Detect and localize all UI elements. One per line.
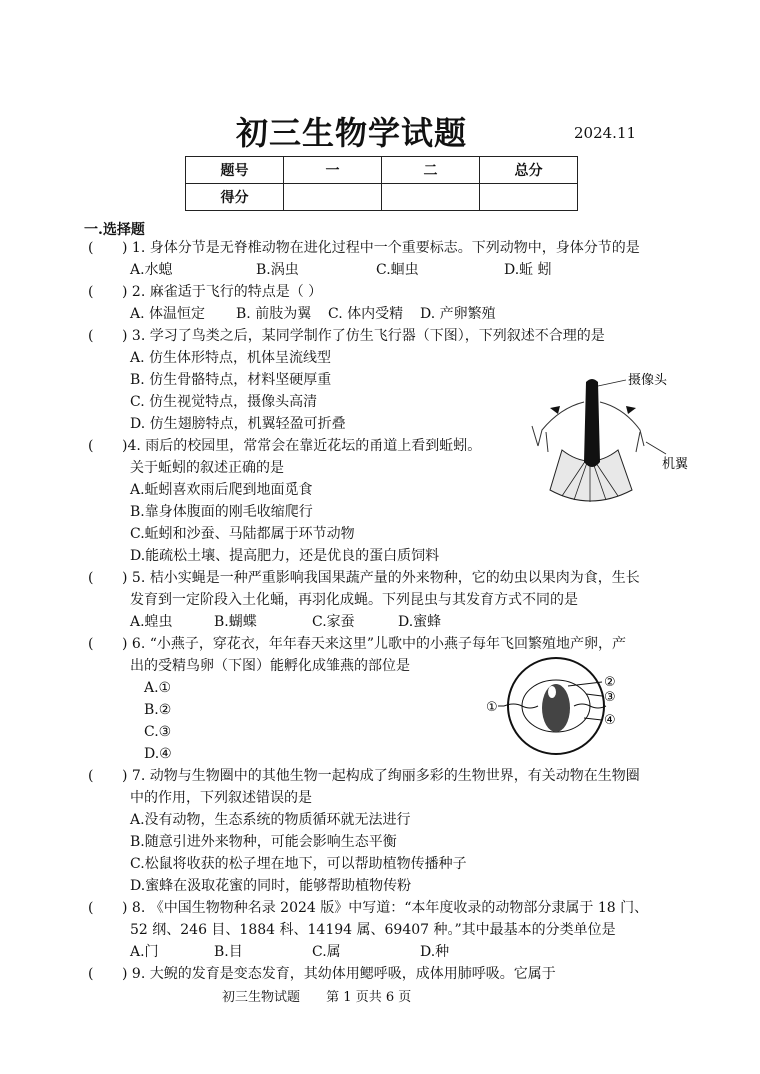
question-4-stem-cont: 关于蚯蚓的叙述正确的是 [130, 460, 284, 476]
question-4-stem: ( )4. 雨后的校园里，常常会在靠近花坛的甬道上看到蚯蚓。 [88, 438, 482, 454]
score-input-cell[interactable] [284, 184, 382, 211]
q8-option-a[interactable]: A.门 [130, 944, 159, 960]
footer-page: 第 1 页共 6 页 [326, 990, 412, 1005]
q1-option-b[interactable]: B.涡虫 [256, 262, 299, 278]
footer-subject: 初三生物试题 [222, 990, 301, 1005]
table-cell: 总分 [480, 157, 578, 184]
question-8-stem-cont: 52 纲、246 目、1884 科、14194 属、69407 种。”其中最基本的分类单位是 [130, 922, 616, 938]
score-table [185, 156, 578, 211]
table-row [186, 157, 578, 184]
q6-option-c[interactable]: C.③ [144, 724, 172, 740]
bird-egg-figure [484, 656, 654, 766]
q5-option-d[interactable]: D.蜜蜂 [398, 614, 442, 630]
q5-option-b[interactable]: B.蝴蝶 [214, 614, 257, 630]
q1-option-a[interactable]: A.水螅 [130, 262, 173, 278]
q7-option-b[interactable]: B.随意引进外来物种，可能会影响生态平衡 [130, 834, 397, 850]
q3-option-c[interactable]: C. 仿生视觉特点，摄像头高清 [130, 394, 318, 410]
question-6-stem: ( ) 6. “小燕子，穿花衣，年年春天来这里”儿歌中的小燕子每年飞回繁殖地产卵，产 [88, 636, 627, 652]
q3-option-a[interactable]: A. 仿生体形特点，机体呈流线型 [130, 350, 332, 366]
q3-option-b[interactable]: B. 仿生骨骼特点，材料坚硬厚重 [130, 372, 332, 388]
q6-option-b[interactable]: B.② [144, 702, 172, 718]
q2-option-a[interactable]: A. 体温恒定 [130, 306, 206, 322]
table-row [186, 184, 578, 211]
bionic-aircraft-figure [500, 372, 700, 507]
exam-date: 2024.11 [574, 124, 637, 142]
q3-option-d[interactable]: D. 仿生翅膀特点，机翼轻盈可折叠 [130, 416, 346, 432]
table-cell: 一 [284, 157, 382, 184]
q2-option-c[interactable]: C. 体内受精 [328, 306, 404, 322]
question-6-stem-cont: 出的受精鸟卵（下图）能孵化成雏燕的部位是 [130, 658, 410, 674]
q6-option-d[interactable]: D.④ [144, 746, 172, 762]
question-5-stem: ( ) 5. 桔小实蝇是一种严重影响我国果蔬产量的外来物种，它的幼虫以果肉为食，生长 [88, 570, 640, 586]
q5-option-c[interactable]: C.家蚕 [312, 614, 355, 630]
section-heading: 一.选择题 [84, 222, 145, 238]
q7-option-d[interactable]: D.蜜蜂在汲取花蜜的同时，能够帮助植物传粉 [130, 878, 412, 894]
figure-label-4: ④ [604, 713, 616, 728]
question-1-stem: ( ) 1. 身体分节是无脊椎动物在进化过程中一个重要标志。下列动物中，身体分节的是 [88, 240, 640, 256]
question-7-stem-cont: 中的作用，下列叙述错误的是 [130, 790, 312, 806]
q4-option-a[interactable]: A.蚯蚓喜欢雨后爬到地面觅食 [130, 482, 313, 498]
page-footer [222, 986, 433, 1005]
q2-option-b[interactable]: B. 前肢为翼 [236, 306, 312, 322]
q4-option-b[interactable]: B.靠身体腹面的刚毛收缩爬行 [130, 504, 313, 520]
q4-option-d[interactable]: D.能疏松土壤、提高肥力，还是优良的蛋白质饲料 [130, 548, 440, 564]
question-9-stem: ( ) 9. 大鲵的发育是变态发育，其幼体用鳃呼吸，成体用肺呼吸。它属于 [88, 966, 556, 982]
figure-label-camera: 摄像头 [628, 373, 668, 388]
question-7-stem: ( ) 7. 动物与生物圈中的其他生物一起构成了绚丽多彩的生物世界，有关动物在生物圈 [88, 768, 640, 784]
q4-option-c[interactable]: C.蚯蚓和沙蚕、马陆都属于环节动物 [130, 526, 355, 542]
question-3-stem: ( ) 3. 学习了鸟类之后，某同学制作了仿生飞行器（下图），下列叙述不合理的是 [88, 328, 605, 344]
score-input-cell[interactable] [480, 184, 578, 211]
question-5-stem-cont: 发育到一定阶段入土化蛹，再羽化成蝇。下列昆虫与其发育方式不同的是 [130, 592, 578, 608]
question-2-stem: ( ) 2. 麻雀适于飞行的特点是（ ） [88, 284, 323, 300]
q7-option-c[interactable]: C.松鼠将收获的松子埋在地下，可以帮助植物传播种子 [130, 856, 467, 872]
q8-option-c[interactable]: C.属 [312, 944, 341, 960]
q1-option-c[interactable]: C.蛔虫 [376, 262, 419, 278]
q7-option-a[interactable]: A.没有动物，生态系统的物质循环就无法进行 [130, 812, 411, 828]
page-title: 初三生物学试题 [236, 114, 468, 152]
q8-option-d[interactable]: D.种 [420, 944, 450, 960]
q1-option-d[interactable]: D.蚯 蚓 [504, 262, 552, 278]
question-8-stem: ( ) 8. 《中国生物物种名录 2024 版》中写道：“本年度收录的动物部分隶属于 18 门、 [88, 900, 649, 916]
q2-option-d[interactable]: D. 产卵繁殖 [420, 306, 496, 322]
figure-label-3: ③ [604, 690, 616, 705]
table-cell: 得分 [186, 184, 284, 211]
q5-option-a[interactable]: A.蝗虫 [130, 614, 173, 630]
figure-label-2: ② [604, 675, 616, 690]
q8-option-b[interactable]: B.目 [214, 944, 243, 960]
table-cell: 二 [382, 157, 480, 184]
table-cell: 题号 [186, 157, 284, 184]
figure-label-1: ① [486, 700, 498, 715]
figure-label-wing: 机翼 [662, 457, 689, 472]
score-input-cell[interactable] [382, 184, 480, 211]
q6-option-a[interactable]: A.① [144, 680, 172, 696]
